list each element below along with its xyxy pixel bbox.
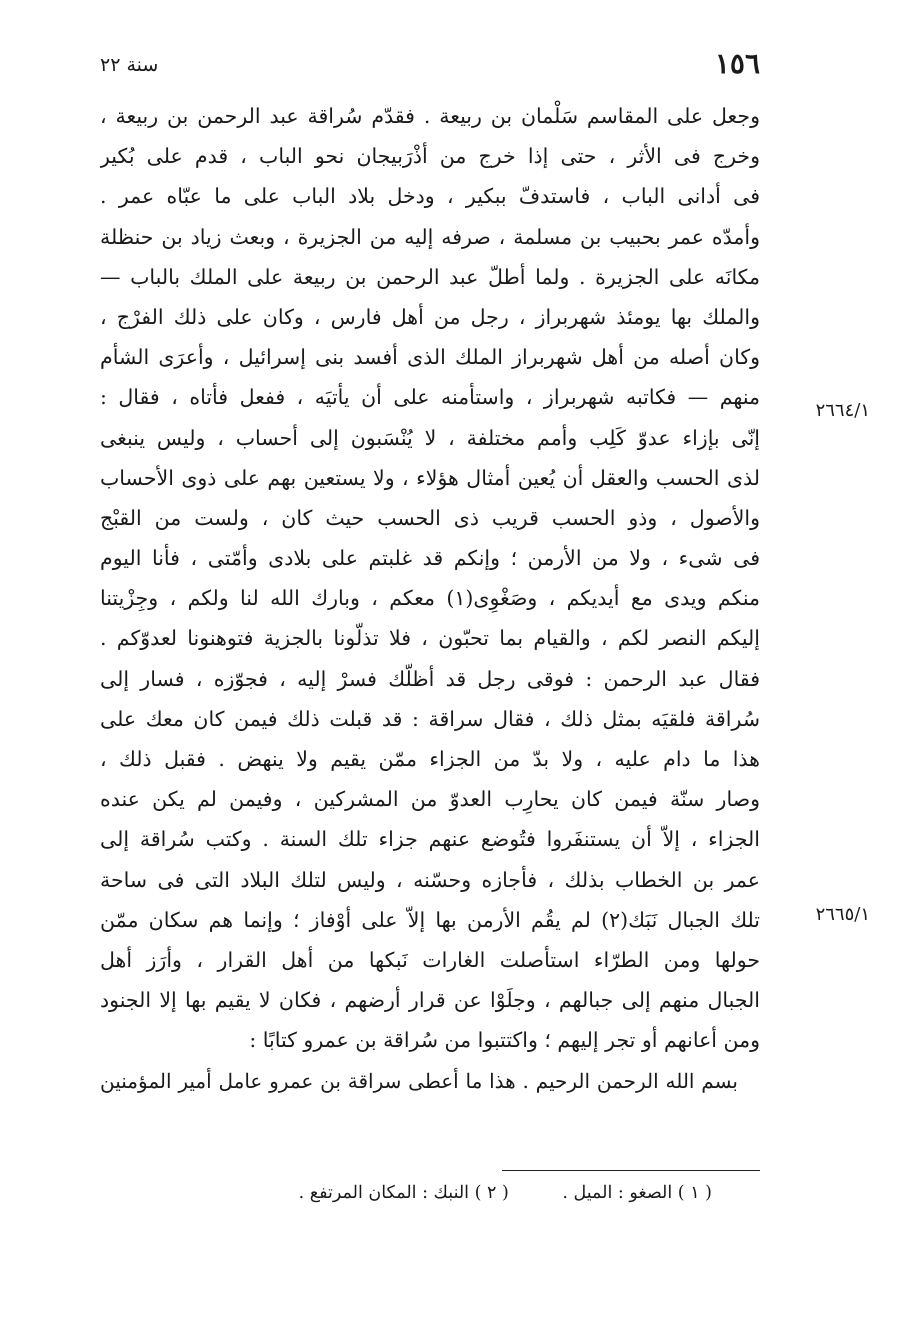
footnote: ( ٢ ) النبك : المكان المرتفع . bbox=[298, 1183, 509, 1203]
text-line: هذا ما دام عليه ، ولا بدّ من الجزاء ممّن يقيم ولا ينهض . فقبل ذلك ، bbox=[100, 747, 760, 771]
margin-reference: ٢٦٦٤/١ bbox=[815, 400, 870, 421]
text-line: منهم — فكاتبه شهربراز ، واستأمنه على أن يأتيَه ، ففعل فأتاه ، فقال : bbox=[100, 385, 760, 410]
text-line: فى شىء ، ولا من الأرمن ؛ وإنكم قد غلبتم على بلادى وأمّتى ، فأنا اليوم bbox=[100, 546, 760, 571]
margin-reference: ٢٦٦٥/١ bbox=[815, 904, 870, 925]
text-line: فقال عبد الرحمن : فوقى رجل قد أظلّك فسرْ إليه ، فجوّزه ، فسار إلى bbox=[100, 666, 760, 691]
text-line: تلك الجبال نَبَك(٢) لم يقُم الأرمن بها إلاّ على أوْفاز ؛ وإنما هم سكان ممّن bbox=[100, 907, 760, 932]
text-line: سُراقة فلقيَه بمثل ذلك ، فقال سراقة : قد قبلت ذلك فيمن كان معك على bbox=[100, 706, 760, 731]
footnote: ( ١ ) الصغو : الميل . bbox=[562, 1183, 712, 1203]
text-line: فى أدانى الباب ، فاستدفّ ببكير ، ودخل بلاد الباب على ما عبّاه عمر . bbox=[100, 184, 760, 209]
text-line: الجبال منهم إلى جبالهم ، وجلَوْا عن قرار أرضهم ، فكان لا يقيم بها إلا الجنود bbox=[100, 988, 760, 1013]
text-line: والملك بها يومئذ شهربراز ، رجل من أهل فارس ، وكان على ذلك الفرْج ، bbox=[100, 304, 760, 329]
page-number: ١٥٦ bbox=[714, 47, 760, 80]
text-line: وكان أصله من أهل شهربراز الملك الذى أفسد بنى إسرائيل ، وأعرَى الشأم bbox=[100, 345, 760, 370]
text-line: بسم الله الرحمن الرحيم . هذا ما أعطى سراقة بن عمرو عامل أمير المؤمنين bbox=[100, 1068, 738, 1093]
text-line: حولها ومن الطرّاء استأصلت الغارات نَبكها من أهل القرار ، وأرَز أهل bbox=[100, 947, 760, 972]
footnotes bbox=[100, 1178, 712, 1208]
text-line: ومن أعانهم أو تجر إليهم ؛ واكتتبوا من سُراقة بن عمرو كتابًا : bbox=[249, 1028, 760, 1053]
text-line: إليكم النصر لكم ، والقيام بما تحبّون ، فلا تذلّونا بالجزية فتوهنونا لعدوّكم . bbox=[100, 626, 760, 651]
text-line: مكانَه على الجزيرة . ولما أطلّ عبد الرحمن بن ربيعة على الملك بالباب — bbox=[100, 264, 760, 289]
text-line: وصار سنّة فيمن كان يحارِب العدوّ من المشركين ، وفيمن لم يكن عنده bbox=[100, 787, 760, 812]
page-header bbox=[100, 46, 760, 86]
text-line: وجعل على المقاسم سَلْمان بن ربيعة . فقدّم سُراقة عبد الرحمن بن ربيعة ، bbox=[100, 104, 760, 128]
text-line: والأصول ، وذو الحسب قريب ذى الحسب حيث كان ، ولست من القبْج bbox=[100, 505, 760, 530]
text-line: عمر بن الخطاب بذلك ، فأجازه وحسّنه ، وليس لتلك البلاد التى فى ساحة bbox=[100, 867, 760, 892]
main-text bbox=[100, 96, 760, 1101]
year-label: سنة ٢٢ bbox=[100, 54, 159, 76]
text-line: الجزاء ، إلاّ أن يستنفَروا فتُوضع عنهم جزاء تلك السنة . وكتب سُراقة إلى bbox=[100, 827, 760, 852]
text-line: وأمدّه عمر بحبيب بن مسلمة ، صرفه إليه من الجزيرة ، وبعث زياد بن حنظلة bbox=[100, 224, 760, 249]
text-line: إنّى بإزاء عدوّ كَلِب وأمم مختلفة ، لا يُنْسَبون إلى أحساب ، وليس ينبغى bbox=[100, 425, 760, 450]
text-line: وخرج فى الأثر ، حتى إذا خرج من أذْرَبيجان نحو الباب ، قدم على بُكير bbox=[100, 144, 760, 169]
text-line: منكم ويدى مع أيديكم ، وصَغْوِى(١) معكم ، وبارك الله لنا ولكم ، وجِزْيتنا bbox=[100, 586, 760, 611]
footnote-rule bbox=[502, 1170, 760, 1171]
text-line: لذى الحسب والعقل أن يُعين أمثال هؤلاء ، ولا يستعين بهم على ذوى الأحساب bbox=[100, 465, 760, 490]
